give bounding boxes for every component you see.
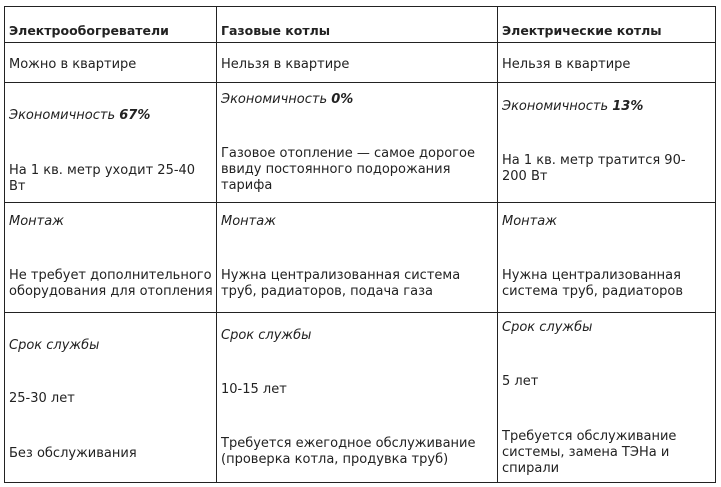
- placement-cell: Можно в квартире: [9, 57, 137, 72]
- placement-cell: Нельзя в квартире: [502, 57, 631, 72]
- life-label: Срок службы: [9, 338, 100, 353]
- header-electric-boilers: Электрические котлы: [502, 23, 662, 38]
- install-label: Монтаж: [221, 214, 276, 229]
- economy-value: 67%: [119, 108, 151, 123]
- install-description: Не требует дополнительного оборудования для отопления: [9, 268, 213, 299]
- row-divider-2: [4, 82, 716, 83]
- row-divider-1: [4, 42, 716, 43]
- service-cell: Без обслуживания: [9, 446, 137, 461]
- install-description: Нужна централизованная система труб, радиаторов: [502, 268, 684, 299]
- table-border-top: [4, 6, 716, 7]
- header-electric-heaters: Электрообогреватели: [9, 23, 169, 38]
- life-label: Срок службы: [502, 320, 593, 335]
- life-value: 5 лет: [502, 374, 539, 389]
- column-divider-1: [216, 6, 217, 483]
- life-value: 10-15 лет: [221, 382, 287, 397]
- economy-description: На 1 кв. метр тратится 90-200 Вт: [502, 153, 686, 184]
- economy-value: 0%: [331, 92, 354, 107]
- row-divider-4: [4, 312, 716, 313]
- row-divider-3: [4, 202, 716, 203]
- economy-description: Газовое отопление — самое дорогое ввиду постоянного подорожания тарифа: [221, 146, 475, 193]
- header-gas-boilers: Газовые котлы: [221, 23, 331, 38]
- service-cell: Требуется обслуживание системы, замена ТЭНа и спирали: [502, 429, 677, 476]
- install-label: Монтаж: [9, 214, 64, 229]
- install-label: Монтаж: [502, 214, 557, 229]
- life-label: Срок службы: [221, 328, 312, 343]
- table-border-left: [4, 6, 5, 483]
- column-divider-2: [497, 6, 498, 483]
- economy-value: 13%: [612, 99, 644, 114]
- table-border-right: [715, 6, 716, 483]
- economy-description: На 1 кв. метр уходит 25-40 Вт: [9, 163, 196, 194]
- economy-label: Экономичность 67%: [9, 108, 151, 123]
- economy-label: Экономичность 0%: [221, 92, 354, 107]
- economy-label: Экономичность 13%: [502, 99, 644, 114]
- comparison-table: [4, 6, 716, 483]
- service-cell: Требуется ежегодное обслуживание (проверка котла, продувка труб): [221, 436, 476, 467]
- life-value: 25-30 лет: [9, 391, 75, 406]
- placement-cell: Нельзя в квартире: [221, 57, 350, 72]
- install-description: Нужна централизованная система труб, радиаторов, подача газа: [221, 268, 461, 299]
- table-border-bottom: [4, 482, 716, 483]
